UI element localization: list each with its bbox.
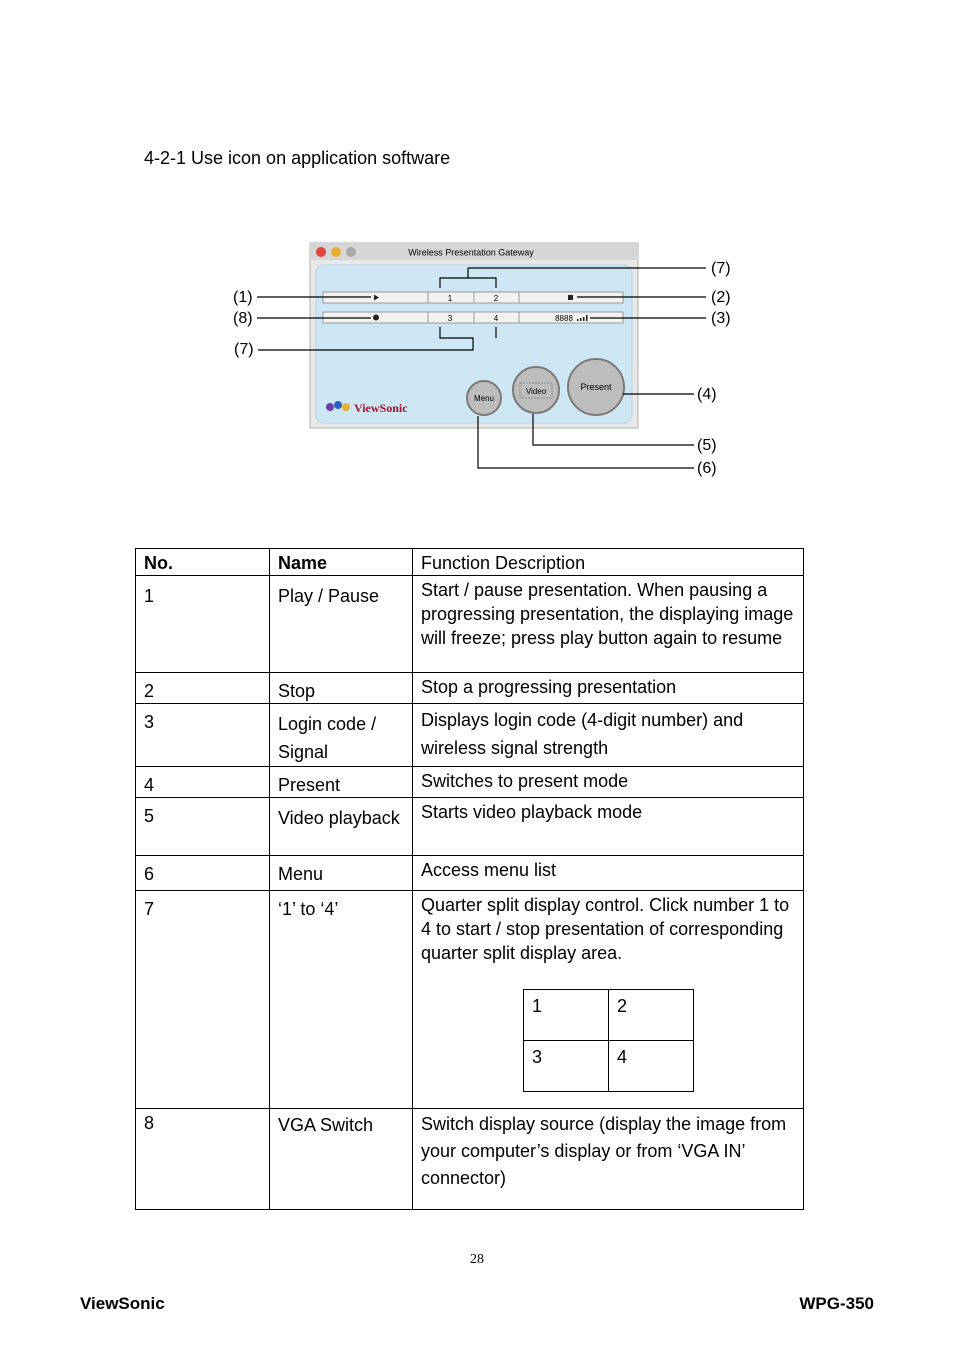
- row-desc: Stop a progressing presentation: [413, 673, 804, 704]
- quarter-split-grid: [523, 989, 694, 1092]
- app-title: Wireless Presentation Gateway: [408, 247, 534, 258]
- row-desc: Displays login code (4-digit number) and wireless signal strength: [413, 704, 804, 767]
- callout-8: (8): [233, 310, 253, 327]
- row-no: 4: [136, 767, 270, 798]
- table-row: [136, 891, 804, 1109]
- table-row: [136, 798, 804, 856]
- brand-text: ViewSonic: [354, 401, 408, 415]
- row-desc: Switches to present mode: [413, 767, 804, 798]
- table-row: [136, 704, 804, 767]
- app-diagram: [0, 0, 954, 520]
- table-row: [136, 673, 804, 704]
- login-code: 8888: [555, 314, 573, 323]
- row-no: 6: [136, 856, 270, 891]
- row-no: 5: [136, 798, 270, 856]
- callout-1: (1): [233, 289, 253, 306]
- footer-brand: ViewSonic: [80, 1294, 165, 1313]
- row-no: 7: [136, 891, 270, 1109]
- split-button-3[interactable]: 3: [447, 314, 453, 323]
- callout-2: (2): [711, 289, 731, 306]
- quad-cell: 3: [524, 1041, 609, 1092]
- callout-3: (3): [711, 310, 731, 327]
- close-icon[interactable]: [316, 247, 326, 257]
- row-name: Present: [270, 767, 413, 798]
- menu-button[interactable]: [467, 381, 501, 415]
- minimize-icon[interactable]: [331, 247, 341, 257]
- table-row: [136, 856, 804, 891]
- header-name: Name: [270, 549, 413, 576]
- row-name: Login code / Signal: [270, 704, 413, 767]
- split-button-4[interactable]: 4: [493, 314, 499, 323]
- quad-cell: 4: [609, 1041, 694, 1092]
- callout-7-left: (7): [234, 341, 254, 358]
- callout-5: (5): [697, 437, 717, 454]
- zoom-icon[interactable]: [346, 247, 356, 257]
- row-desc-cell: [413, 891, 804, 1109]
- function-table: [135, 548, 804, 1210]
- stop-icon[interactable]: [568, 295, 573, 300]
- section-heading: 4-2-1 Use icon on application software: [144, 148, 451, 168]
- svg-text:Video: Video: [525, 387, 547, 396]
- quad-cell: 2: [609, 990, 694, 1041]
- page-number: 28: [470, 1252, 484, 1267]
- row-no: 1: [136, 576, 270, 673]
- table-row: [136, 767, 804, 798]
- row-name: Play / Pause: [270, 576, 413, 673]
- row-no: 8: [136, 1109, 270, 1210]
- row-name: Stop: [270, 673, 413, 704]
- row-name: ‘1’ to ‘4’: [270, 891, 413, 1109]
- row-no: 3: [136, 704, 270, 767]
- table-row: [136, 1109, 804, 1210]
- row-desc: Quarter split display control. Click number 1 to 4 to start / stop presentation of corresponding quarter split display area.: [421, 895, 790, 963]
- row-no: 2: [136, 673, 270, 704]
- video-button[interactable]: [513, 367, 559, 413]
- table-row: [136, 576, 804, 673]
- present-button[interactable]: [568, 359, 624, 415]
- table-header-row: [136, 549, 804, 576]
- row-desc: Access menu list: [413, 856, 804, 891]
- svg-text:Menu: Menu: [473, 394, 495, 403]
- callout-4: (4): [697, 386, 717, 403]
- header-no: No.: [136, 549, 270, 576]
- row-name: VGA Switch: [270, 1109, 413, 1210]
- vga-switch-icon[interactable]: [373, 315, 379, 321]
- quad-cell: 1: [524, 990, 609, 1041]
- row-desc: Switch display source (display the image from your computer’s display or from ‘VGA IN’ connector): [413, 1109, 804, 1210]
- split-button-1[interactable]: 1: [447, 294, 453, 303]
- row-desc: Start / pause presentation. When pausing a progressing presentation, the displaying image will freeze; press play button again to resume: [413, 576, 804, 673]
- row-desc: Starts video playback mode: [413, 798, 804, 856]
- row-name: Menu: [270, 856, 413, 891]
- svg-text:Present: Present: [580, 382, 612, 392]
- header-desc: Function Description: [413, 549, 804, 576]
- split-button-2[interactable]: 2: [493, 294, 499, 303]
- callout-7-right: (7): [711, 260, 731, 277]
- callout-6: (6): [697, 460, 717, 477]
- row-name: Video playback: [270, 798, 413, 856]
- footer-model: WPG-350: [799, 1294, 874, 1313]
